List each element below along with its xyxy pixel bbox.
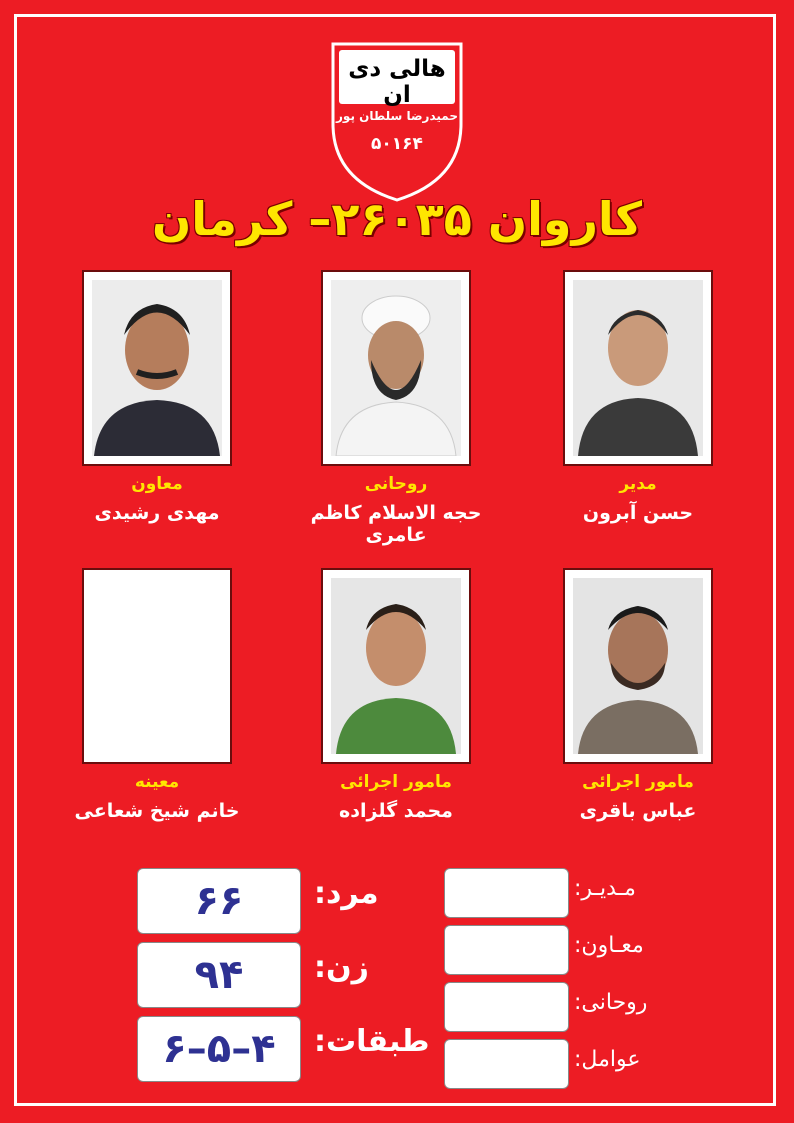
member-card [62,270,252,524]
deputy-signature-box[interactable] [444,925,569,975]
floors-value: ۶–۵–۴ [162,1026,276,1072]
member-role: مامور اجرائی [582,772,694,792]
deputy-signature-label: معـاون: [574,933,644,958]
member-photo [563,568,713,764]
women-count-box [137,942,301,1008]
women-label: زن: [314,950,369,985]
cleric-signature-box[interactable] [444,982,569,1032]
person-portrait-icon [573,280,703,456]
page-title: کاروان ۲۶۰۳۵– کرمان [152,192,642,246]
member-name: خانم شیخ شعاعی [74,800,240,822]
women-count: ۹۴ [194,952,244,998]
logo-brand: هالی دی ان [348,56,446,108]
member-role: مامور اجرائی [340,772,452,792]
men-count: ۶۶ [194,878,244,924]
member-card [301,568,491,822]
member-role: مدیر [619,474,657,494]
manager-signature-label: مـدیـر: [574,876,636,901]
member-name: حسن آبرون [582,502,694,524]
member-photo [321,270,471,466]
staff-signature-label: عوامل: [574,1047,641,1072]
member-card [543,568,733,822]
staff-signature-box[interactable] [444,1039,569,1089]
cleric-signature-label: روحانی: [574,990,648,1015]
men-label: مرد: [314,876,379,911]
logo-code: ۵۰۱۶۴ [371,134,423,154]
floors-label: طبقات: [314,1024,430,1059]
logo-owner: حمیدرضا سلطان پور [336,109,458,123]
member-photo [563,270,713,466]
person-portrait-icon [92,280,222,456]
member-card [543,270,733,524]
logo-shield [331,42,463,172]
manager-signature-box[interactable] [444,868,569,918]
person-portrait-icon [573,578,703,754]
member-role: معینه [134,772,180,792]
member-name: حجه الاسلام کاظم عامری [310,502,482,546]
member-photo-empty [82,568,232,764]
member-photo [82,270,232,466]
person-portrait-icon [331,578,461,754]
member-card [62,568,252,822]
men-count-box [137,868,301,934]
member-card [301,270,491,546]
member-name: مهدی رشیدی [94,502,220,524]
member-name: محمد گلزاده [339,800,453,822]
member-role: معاون [131,474,183,494]
floors-box [137,1016,301,1082]
member-photo [321,568,471,764]
member-role: روحانی [364,474,428,494]
member-name: عباس باقری [579,800,697,822]
person-portrait-icon [331,280,461,456]
